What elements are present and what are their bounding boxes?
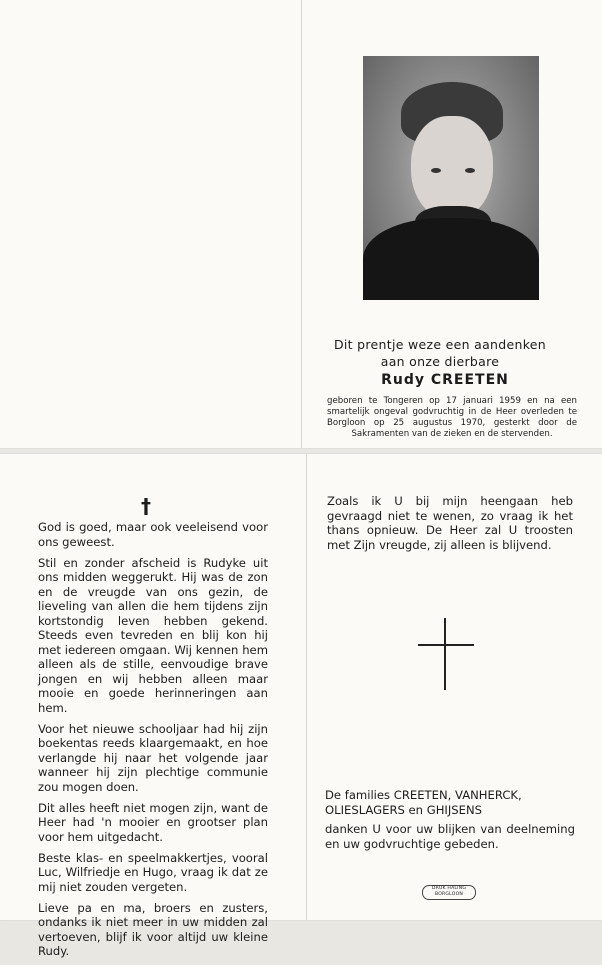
paragraph: Voor het nieuwe schooljaar had hij zijn boekentas reeds klaargemaakt, en hoe verlangde hij naar het volgende jaar wanneer hij zijn plechtige communie zou mogen doen. (38, 721, 268, 794)
paragraph: Beste klas- en speelmakkertjes, vooral Luc, Wilfriedje en Hugo, vraag ik dat ze mij niet zouden vergeten. (38, 850, 268, 894)
biography-text: geboren te Tongeren op 17 januari 1959 en na een smartelijk ongeval godvruchtig in de Heer overleden te Borgloon op 25 augustus 1970, gesterkt door de Sakramenten van de zieken en de stervenden. (327, 396, 577, 439)
families-line-2: OLIESLAGERS en GHIJSENS (325, 802, 482, 817)
cross-icon: † (141, 494, 151, 518)
paragraph: Stil en zonder afscheid is Rudyke uit ons midden weggerukt. Hij was de zon en de vreugde van ons gezin, de lieveling van allen die hem tijdens zijn kortstondig leven hebben gekend. Steeds even tevreden en blij kon hij met iedereen omgaan. Wij kennen hem alleen als de stille, eenvoudige brave jongen en wij hebben alleen maar mooie en goede herinneringen aan hem. (38, 555, 268, 715)
farewell-verse: Zoals ik U bij mijn heengaan heb gevraagd niet te wenen, zo vraag ik het thans opnieuw. De Heer zal U troosten met Zijn vreugde, zij alleen is blijvend. (327, 494, 573, 552)
thanks-text: danken U voor uw blijken van deelneming en uw godvruchtige gebeden. (325, 822, 575, 851)
portrait-photo (363, 56, 539, 300)
deceased-name: Rudy CREETEN (381, 372, 509, 388)
card-top-sheet (0, 0, 602, 448)
paragraph: Lieve pa en ma, broers en zusters, ondanks ik niet meer in uw midden zal vertoeven, blijf ik voor altijd uw kleine Rudy. (38, 900, 268, 958)
paragraph: God is goed, maar ook veeleisend voor ons geweest. (38, 520, 268, 549)
families-names (325, 788, 575, 817)
remembrance-text (325, 336, 555, 370)
fold-line (301, 0, 302, 448)
printer-stamp (422, 885, 476, 900)
families-line-1: De families CREETEN, VANHERCK, (325, 788, 522, 802)
printer-line-2: BORGLOON (434, 892, 464, 897)
printer-line-1: DRUK HALING (431, 886, 467, 891)
memorial-text (38, 520, 268, 965)
paragraph: Dit alles heeft niet mogen zijn, want de Heer had 'n mooier en grootser plan voor hem uitgedacht. (38, 800, 268, 844)
remembrance-line-2: aan onze dierbare (380, 354, 500, 369)
large-cross-icon (418, 618, 474, 690)
remembrance-line-1: Dit prentje weze een aandenken (333, 337, 547, 352)
fold-line (306, 454, 307, 920)
